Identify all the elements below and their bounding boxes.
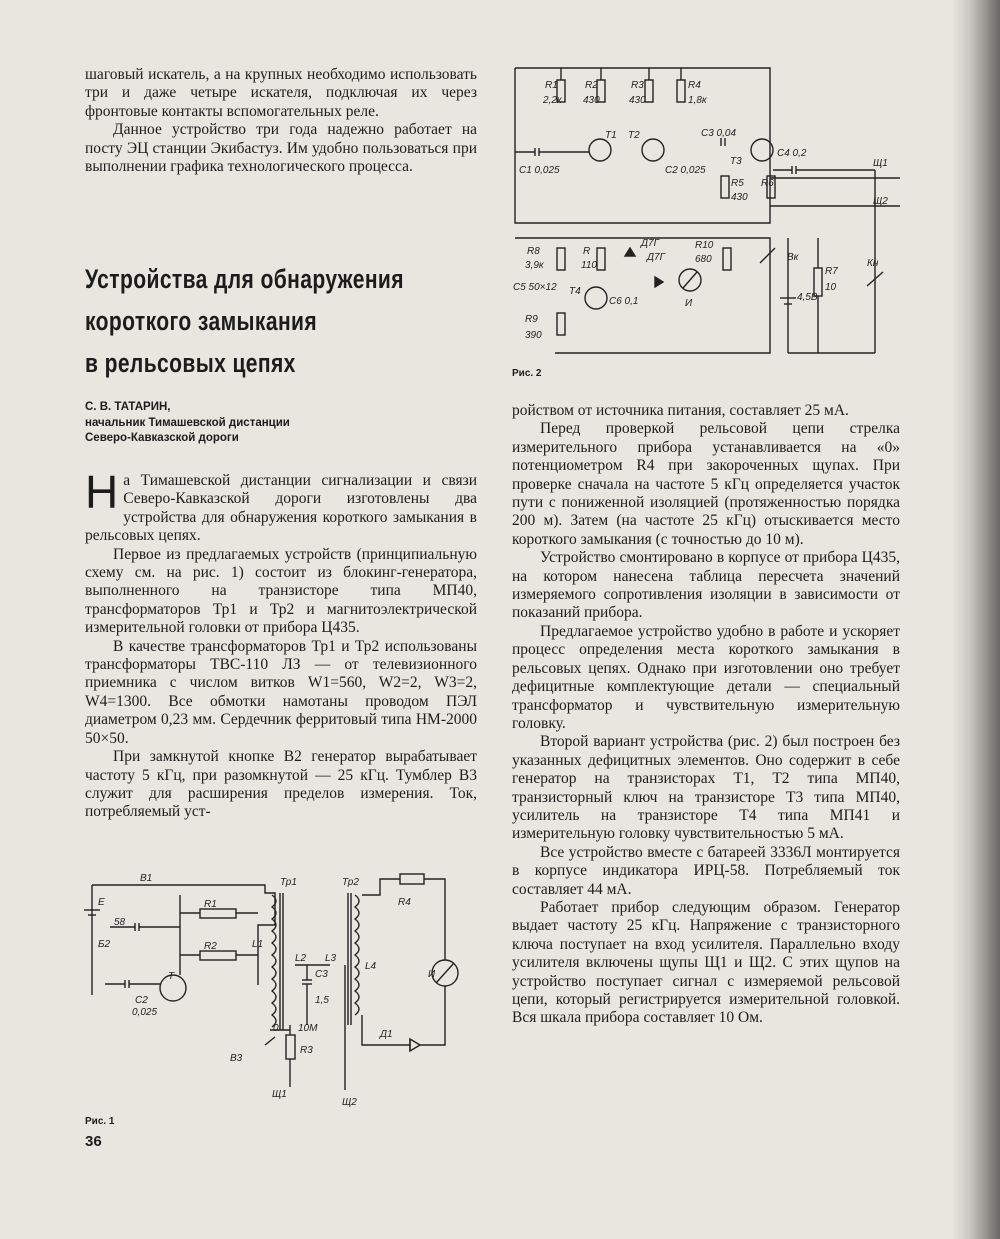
fig2-label: R7 xyxy=(825,266,838,277)
fig1-label: R2 xyxy=(204,941,217,952)
fig1-label: Щ2 xyxy=(342,1097,357,1108)
fig2-label: Т4 xyxy=(569,286,581,297)
fig2-label: R9 xyxy=(525,314,538,325)
intro-text: а Тимашевской дистанции сигнализации и связи Северо-Кавказской дороги изготовлены два устройства для обнаружения короткого замыкания в рельсовых цепях. xyxy=(85,472,477,545)
figure-1-caption: Рис. 1 xyxy=(85,1116,115,1127)
fig2-label: Т1 xyxy=(605,130,617,141)
paragraph: Первое из предлагаемых устройств (принципиальную схему см. на рис. 1) состоит из блокинг-генератора, выполненного на транзисторе типа МП40, трансформаторов Тр1 и Тр2 и магнитоэлектрической измерительной головки от прибора Ц435. xyxy=(85,545,477,637)
fig2-label: С4 0,2 xyxy=(777,148,807,159)
paragraph: Предлагаемое устройство удобно в работе и ускоряет процесс определения места короткого замыкания в рельсовых цепях. Однако при изготовлении оно требует дефицитные комплектующие детали — специальный трансформатор и чувствительную измерительную головку. xyxy=(512,622,900,732)
fig1-label: 58 xyxy=(114,917,126,928)
page-number: 36 xyxy=(85,1133,102,1150)
paragraph: ройством от источника питания, составляет 25 мА. xyxy=(512,402,849,419)
fig1-label: L4 xyxy=(365,961,377,972)
article-title xyxy=(85,258,404,384)
fig2-label: 3,9к xyxy=(525,260,544,271)
fig1-label: 1,5 xyxy=(315,995,329,1006)
fig2-label: R2 xyxy=(585,80,598,91)
author-position: начальник Тимашевской дистанции xyxy=(85,416,290,429)
paragraph: Перед проверкой рельсовой цепи стрелка измерительного прибора устанавливается на «0» потенциометром R4 при закороченных щупах. При проверке сначала на частоте 5 кГц определяется участок пути с пониженной изоляцией (протяженностью порядка 200 м). Затем (на частоте 25 кГц) отыскивается место короткого замыкания (с точностью до 10 м). xyxy=(512,420,900,548)
fig2-label: 10 xyxy=(825,282,837,293)
fig2-label: R8 xyxy=(527,246,540,257)
drop-cap: Н xyxy=(85,466,119,518)
fig1-label: С3 xyxy=(315,969,328,980)
fig1-label: L1 xyxy=(252,939,264,950)
paragraph: Работает прибор следующим образом. Генератор выдает частоту 25 кГц. Напряжение с транзисторного ключа поступает на вход усилителя. Параллельно входу усилителя включены щупы Щ1 и Щ2. С этих щупов на устройство поступает сигнал с измеряемой рельсовой цепи, который регистрируется измерительной головкой. Вся шкала прибора составляет 10 Ом. xyxy=(512,898,900,1027)
paragraph: Данное устройство три года надежно работает на посту ЭЦ станции Экибастуз. Им удобно пользоваться при выполнении графика технологического процесса. xyxy=(85,121,477,176)
fig2-label: R xyxy=(583,246,591,257)
author-block xyxy=(85,400,385,447)
figure-1-schematic xyxy=(80,865,500,1115)
fig2-label: R1 xyxy=(545,80,558,91)
fig1-label: И xyxy=(428,969,436,980)
fig1-label: L3 xyxy=(325,953,337,964)
figure-2-caption: Рис. 2 xyxy=(512,368,542,379)
fig2-label: R4 xyxy=(688,80,701,91)
intro-paragraph xyxy=(85,466,477,546)
fig2-label: R10 xyxy=(695,240,714,251)
fig1-label: Тр2 xyxy=(342,877,359,888)
fig2-label: Д7Г xyxy=(647,252,666,263)
title-line: Устройства для обнаружения xyxy=(85,264,404,294)
fig1-label: Тр1 xyxy=(280,877,297,888)
fig2-label: Кн xyxy=(867,258,879,269)
fig2-label: Щ2 xyxy=(873,196,888,207)
paragraph: При замкнутой кнопке В2 генератор вырабатывает частоту 5 кГц, при разомкнутой — 25 кГц. Тумблер В3 служит для расширения пределов измерения. Ток, потребляемый уст- xyxy=(85,748,477,821)
fig2-label: Т2 xyxy=(628,130,640,141)
fig2-label: С2 0,025 xyxy=(665,165,706,176)
fig1-label: С2 xyxy=(135,995,148,1006)
binding-shadow xyxy=(952,0,1000,1239)
fig1-label: В1 xyxy=(140,873,153,884)
fig1-label: Т xyxy=(168,971,175,982)
fig2-label: 680 xyxy=(695,254,712,265)
title-line: короткого замыкания xyxy=(85,306,318,336)
paragraph: В качестве трансформаторов Тр1 и Тр2 использованы трансформаторы ТВС-110 ЛЗ — от телевизионного приемника с числом витков W1=560, W2=2, W3=2, W4=1300. Все обмотки намотаны проводом ПЭЛ диаметром 0,23 мм. Сердечник ферритовый типа НМ-2000 50×50. xyxy=(85,637,477,747)
fig1-label: Щ1 xyxy=(272,1089,287,1100)
fig2-label: Т3 xyxy=(730,156,742,167)
fig2-label: R3 xyxy=(631,80,644,91)
fig2-label: И xyxy=(685,298,693,309)
fig2-label: 430 xyxy=(629,95,646,106)
fig2-label: 2,2к xyxy=(543,95,562,106)
fig2-label: Щ1 xyxy=(873,158,888,169)
fig1-label: Д1 xyxy=(380,1029,393,1040)
fig1-label: Б2 xyxy=(98,939,111,950)
fig1-label: L2 xyxy=(295,953,307,964)
author-name: С. В. ТАТАРИН, xyxy=(85,401,171,413)
fig2-label: 110 xyxy=(581,260,597,271)
fig2-label: Вк xyxy=(787,252,799,263)
fig2-label: С1 0,025 xyxy=(519,165,560,176)
fig2-label: Д7Г xyxy=(641,238,660,249)
fig2-label: 430 xyxy=(731,192,748,203)
right-column xyxy=(512,402,900,1028)
title-line: в рельсовых цепях xyxy=(85,348,296,378)
fig2-label: R5 xyxy=(731,178,744,189)
fig1-label: R1 xyxy=(204,899,217,910)
fig2-label: R6 xyxy=(761,178,774,189)
paragraph: Второй вариант устройства (рис. 2) был построен без указанных дефицитных элементов. Оно содержит в себе генератор на транзисторах Т1, Т2 типа МП40, транзисторный ключ на транзисторе Т3 типа МП40, усилитель на транзисторе Т4 типа МП41 и измерительную головку чувствительностью 5 мА. xyxy=(512,733,900,843)
fig1-label: R3 xyxy=(300,1045,313,1056)
fig2-label: 1,8к xyxy=(688,95,707,106)
fig2-label: С5 50×12 xyxy=(513,282,557,293)
fig1-label: 0,025 xyxy=(132,1007,158,1018)
fig2-label: 4,5В xyxy=(797,292,818,303)
fig1-label: В3 xyxy=(230,1053,243,1064)
author-organization: Северо-Кавказской дороги xyxy=(85,432,239,444)
paragraph: Все устройство вместе с батареей 3336Л монтируется в корпусе индикатора ИРЦ-58. Потребляемый ток составляет 44 мА. xyxy=(512,843,900,898)
left-column xyxy=(85,466,477,822)
fig2-label: С6 0,1 xyxy=(609,296,639,307)
paragraph: Устройство смонтировано в корпусе от прибора Ц435, на котором нанесена таблица пересчета значений измеряемого сопротивления изоляции в зависимости от показаний прибора. xyxy=(512,549,900,622)
fig1-label: 10М xyxy=(298,1023,318,1034)
fig1-label: R4 xyxy=(398,897,411,908)
fig2-label: 390 xyxy=(525,330,542,341)
fig1-label: 0 xyxy=(273,1023,279,1034)
continued-article-text xyxy=(85,66,477,176)
figure-2-schematic xyxy=(505,58,905,358)
paragraph: шаговый искатель, а на крупных необходимо использовать три и даже четыре искателя, подключая их через фронтовые контакты вспомогательных реле. xyxy=(85,66,477,120)
fig2-label: 430 xyxy=(583,95,600,106)
fig1-label: E xyxy=(98,897,105,908)
fig2-label: С3 0,04 xyxy=(701,128,737,139)
